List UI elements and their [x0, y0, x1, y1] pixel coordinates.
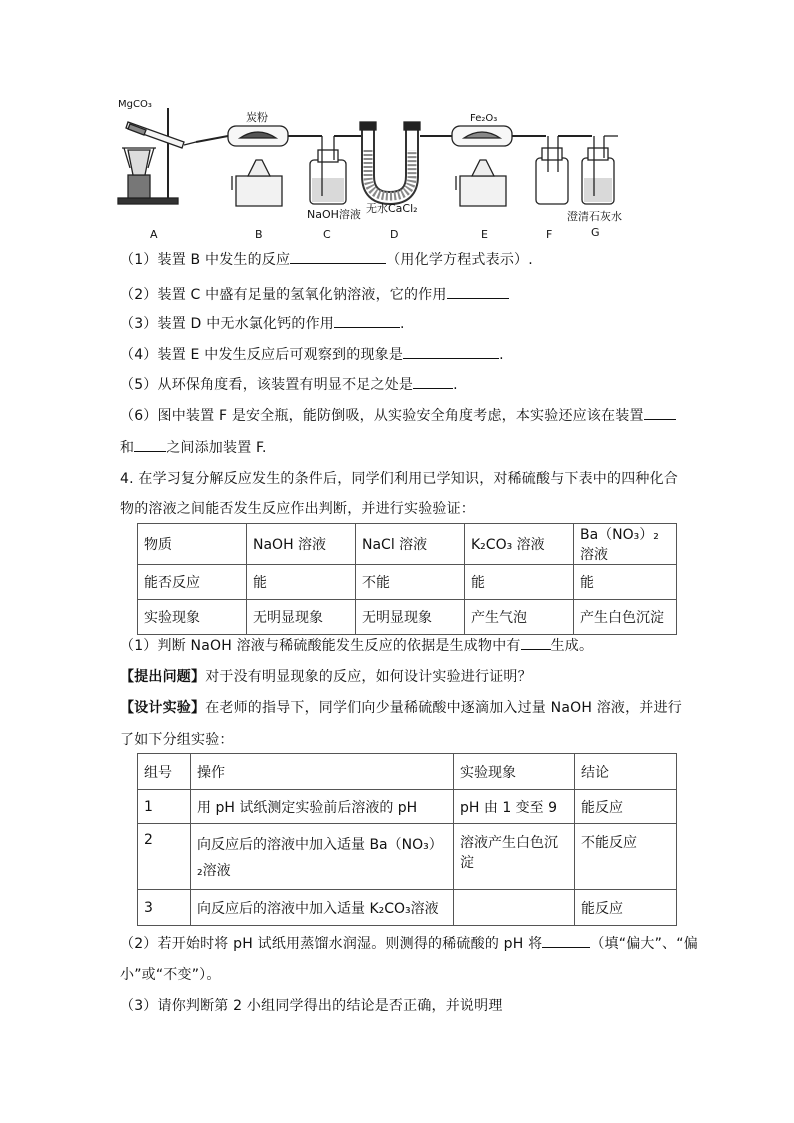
answer-blank — [447, 286, 509, 299]
answer-blank — [542, 935, 590, 948]
burner-block — [128, 175, 150, 198]
label-limewater: 澄清石灰水 — [567, 210, 622, 223]
q3-item-6-cont: 和 之间添加装置 F. — [120, 440, 267, 456]
lamp-a — [128, 150, 150, 175]
table-row: 3 向反应后的溶液中加入适量 K₂CO₃溶液 能反应 — [138, 890, 677, 926]
label-carbon: 炭粉 — [246, 111, 268, 124]
q4-sub-1: （1）判断 NaOH 溶液与稀硫酸能发生反应的依据是生成物中有 生成。 — [120, 638, 594, 654]
letter-e: E — [481, 228, 488, 241]
q4-sub-2: （2）若开始时将 pH 试纸用蒸馏水润湿。则测得的稀硫酸的 pH 将 （填“偏大”、“偏 — [120, 936, 698, 952]
apparatus-diagram — [0, 0, 794, 250]
q3-item-5: （5）从环保角度看，该装置有明显不足之处是 . — [120, 377, 458, 393]
answer-blank — [521, 637, 551, 650]
table-row: 组号 操作 实验现象 结论 — [138, 754, 677, 790]
design-experiment: 【设计实验】在老师的指导下，同学们向少量稀硫酸中逐滴加入过量 NaOH 溶液，并进行 — [120, 700, 682, 716]
q3-item-3: （3）装置 D 中无水氯化钙的作用 . — [120, 316, 405, 332]
table-row: 物质 NaOH 溶液 NaCl 溶液 K₂CO₃ 溶液 Ba（NO₃）₂溶液 — [138, 524, 677, 565]
q3-item-2: （2）装置 C 中盛有足量的氢氧化钠溶液，它的作用 — [120, 284, 509, 304]
table-row: 能否反应 能 不能 能 能 — [138, 565, 677, 600]
letter-b: B — [255, 228, 263, 241]
letter-f: F — [546, 228, 553, 241]
bottle-f — [536, 158, 568, 204]
lamp-b — [236, 176, 282, 206]
q4-sub-2-cont: 小”或“不变”）。 — [120, 967, 221, 983]
q3-item-4: （4）装置 E 中发生反应后可观察到的现象是 . — [120, 347, 504, 363]
q4-intro-1: 4. 在学习复分解反应发生的条件后，同学们利用已学知识，对稀硫酸与下表中的四种化合 — [120, 471, 679, 487]
letter-d: D — [390, 228, 399, 241]
table-row: 2 向反应后的溶液中加入适量 Ba（NO₃）₂溶液 溶液产生白色沉淀 不能反应 — [138, 824, 677, 890]
letter-g: G — [591, 226, 600, 239]
label-naoh: NaOH溶液 — [307, 208, 361, 221]
label-mgco3: MgCO₃ — [118, 99, 152, 110]
lamp-e — [460, 176, 506, 206]
q4-intro-2: 物的溶液之间能否发生反应作出判断，并进行实验验证： — [120, 501, 475, 517]
answer-blank — [334, 315, 400, 328]
stand-base — [118, 198, 178, 204]
reaction-table — [137, 523, 677, 635]
letter-c: C — [323, 228, 331, 241]
ask-question: 【提出问题】对于没有明显现象的反应，如何设计实验进行证明？ — [120, 669, 532, 685]
q3-item-1: （1）装置 B 中发生的反应 （用化学方程式表示）. — [120, 252, 533, 268]
q3-item-6: （6）图中装置 F 是安全瓶，能防倒吸，从实验安全角度考虑，本实验还应该在装置 — [120, 405, 676, 425]
letter-a: A — [150, 228, 158, 241]
answer-blank — [413, 376, 453, 389]
table-row: 实验现象 无明显现象 无明显现象 产生气泡 产生白色沉淀 — [138, 600, 677, 635]
answer-blank — [290, 251, 386, 264]
q4-sub-3: （3）请你判断第 2 小组同学得出的结论是否正确，并说明理 — [120, 998, 503, 1014]
answer-blank — [403, 346, 499, 359]
label-cacl2: 无水CaCl₂ — [366, 202, 418, 215]
table-row: 1 用 pH 试纸测定实验前后溶液的 pH pH 由 1 变至 9 能反应 — [138, 790, 677, 824]
answer-blank — [134, 439, 166, 452]
design-experiment-cont: 了如下分组实验： — [120, 732, 234, 748]
group-experiment-table — [137, 753, 677, 926]
label-fe2o3: Fe₂O₃ — [470, 113, 498, 124]
answer-blank — [644, 407, 676, 420]
